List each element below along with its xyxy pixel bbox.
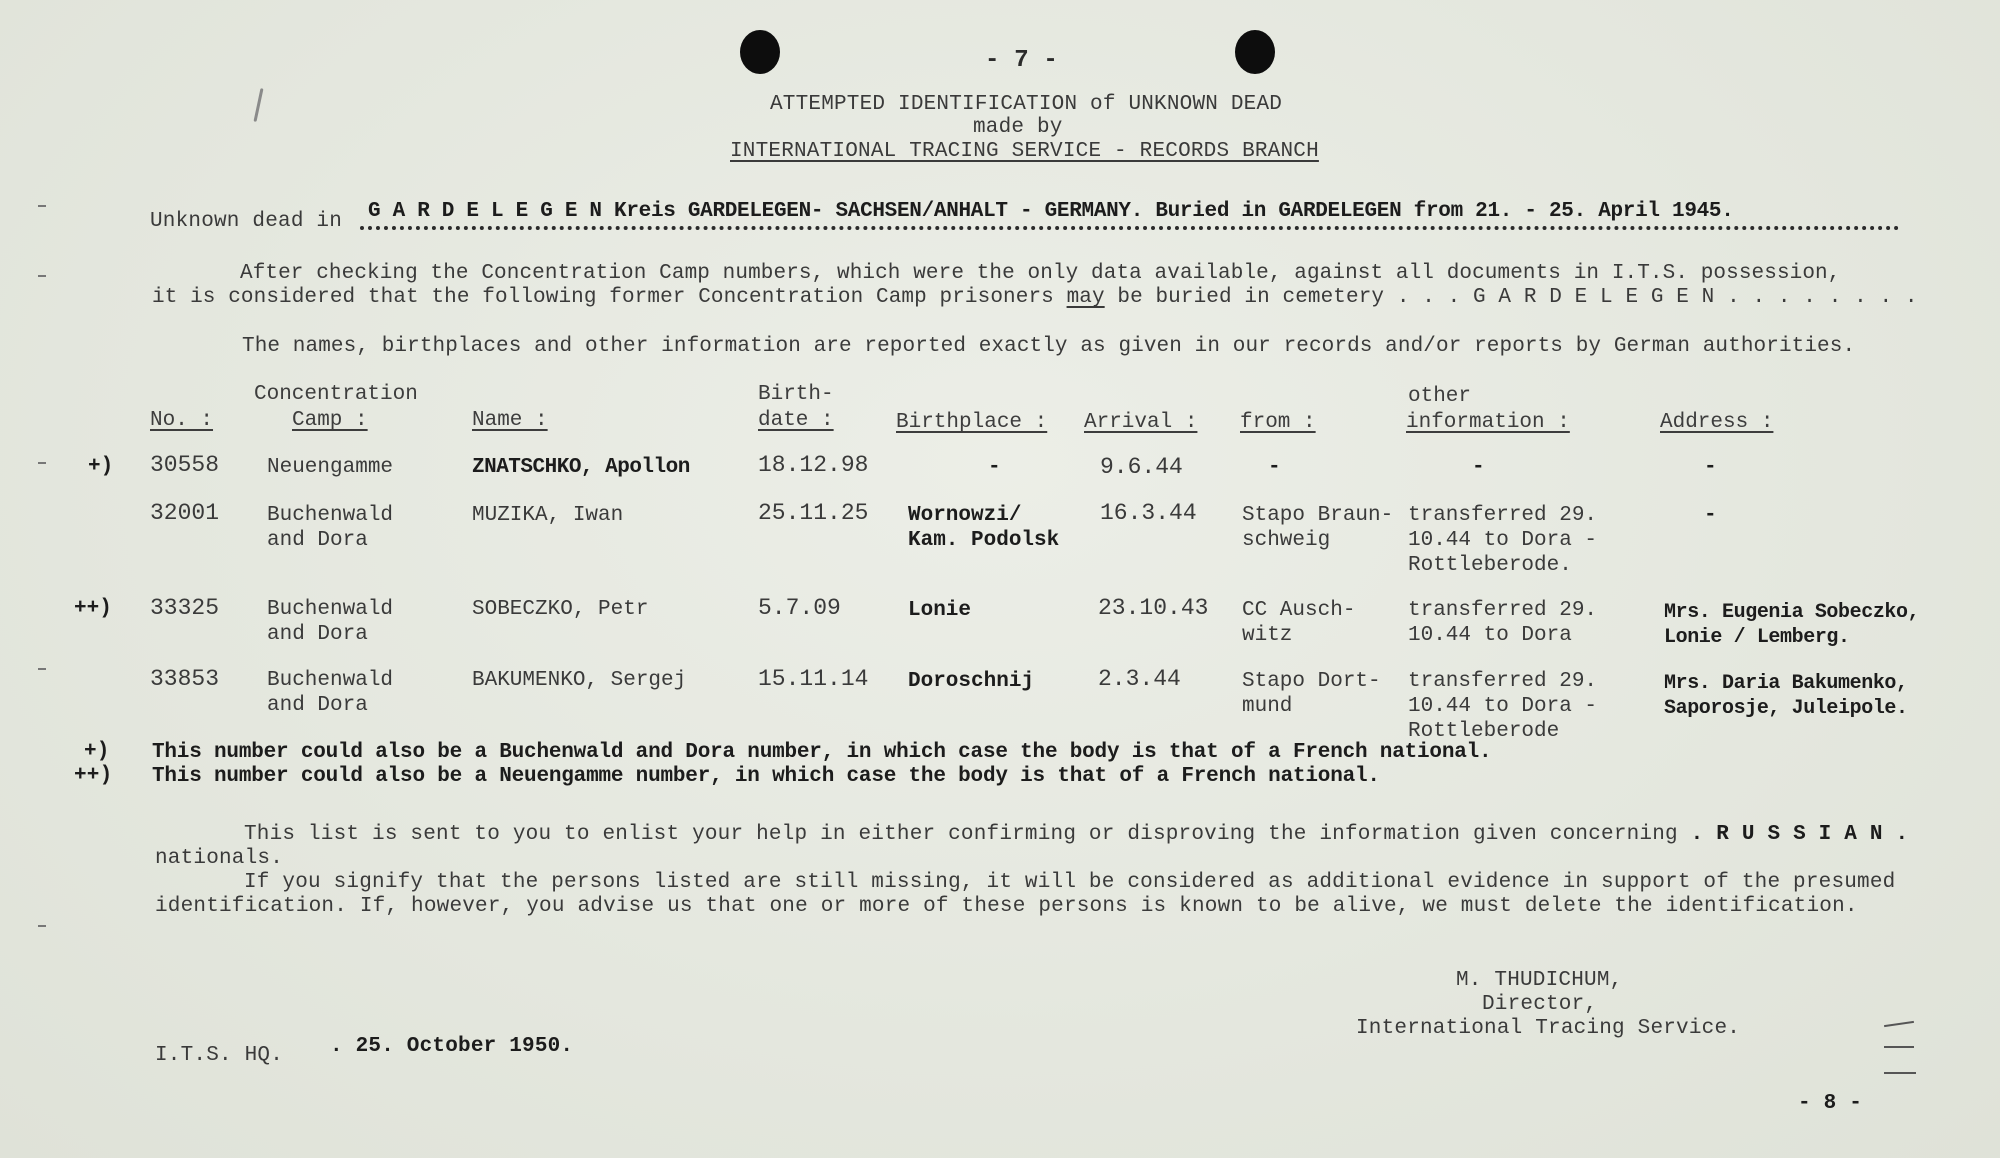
corner-mark — [1884, 1072, 1916, 1074]
footer-place: I.T.S. HQ. — [155, 1044, 284, 1067]
row-4-from: Stapo Dort- mund — [1242, 670, 1381, 718]
row-2-camp: Buchenwald and Dora — [267, 504, 394, 552]
row-3-no: 33325 — [150, 595, 220, 621]
header-birthdate-top: Birth- — [758, 383, 834, 406]
header-birthplace: Birthplace : — [896, 411, 1048, 434]
row-2-arrival: 16.3.44 — [1100, 500, 1197, 526]
margin-dash — [38, 205, 46, 207]
row-4-camp: Buchenwald and Dora — [267, 669, 394, 717]
row-3-name: SOBECZKO, Petr — [472, 598, 649, 621]
page-number-bottom: - 8 - — [1798, 1092, 1863, 1115]
header-from: from : — [1240, 411, 1316, 434]
corner-mark — [1884, 1021, 1914, 1027]
closing-nationality: . R U S S I A N . — [1690, 823, 1909, 846]
row-1-name: ZNATSCHKO, Apollon — [472, 456, 690, 479]
row-1-from: - — [1268, 456, 1281, 479]
row-3-other: transferred 29. 10.44 to Dora — [1408, 599, 1598, 647]
row-3-from: CC Ausch- witz — [1242, 599, 1356, 647]
row-1-address: - — [1704, 456, 1717, 479]
row-2-no: 32001 — [150, 500, 220, 526]
row-2-birthdate: 25.11.25 — [758, 500, 869, 526]
title-line-3: INTERNATIONAL TRACING SERVICE - RECORDS BRANCH — [730, 140, 1319, 163]
intro-line-2 — [152, 286, 1918, 309]
row-4-birthdate: 15.11.14 — [758, 666, 869, 692]
closing-para-1-line-2: nationals. — [155, 847, 284, 870]
row-1-no: 30558 — [150, 452, 220, 478]
row-1-birthplace: - — [988, 456, 1001, 479]
footnote-2-mark: ++) — [74, 764, 113, 787]
punch-hole-right — [1235, 30, 1275, 74]
row-4-address: Mrs. Daria Bakumenko, Saporosje, Juleipole. — [1664, 672, 1908, 720]
punch-hole-left — [740, 30, 780, 74]
title-line-1: ATTEMPTED IDENTIFICATION of UNKNOWN DEAD — [770, 93, 1283, 116]
closing-para-2-line-1: If you signify that the persons listed are still missing, it will be considered as additional evidence in support of the presumed — [244, 871, 1896, 894]
header-other-top: other — [1408, 385, 1472, 408]
closing-para-2-line-2: identification. If, however, you advise us that one or more of these persons is known to be alive, we must delete the identification. — [155, 895, 1858, 918]
dotted-fill-line — [360, 226, 1900, 230]
row-2-from: Stapo Braun- schweig — [1242, 504, 1394, 552]
corner-mark — [1884, 1046, 1914, 1048]
margin-dash — [38, 275, 46, 277]
row-4-other: transferred 29. 10.44 to Dora - Rottleberode — [1408, 670, 1598, 743]
intro-line-2-a: it is considered that the following former Concentration Camp prisoners — [152, 286, 1067, 309]
row-2-name: MUZIKA, Iwan — [472, 504, 624, 527]
header-birthdate: date : — [758, 409, 834, 432]
page-number-top: - 7 - — [985, 47, 1059, 74]
header-other: information : — [1406, 411, 1570, 434]
signature-org: International Tracing Service. — [1356, 1017, 1741, 1040]
footnote-1-mark: +) — [84, 740, 110, 763]
margin-dash — [38, 462, 46, 464]
intro-line-2-may: may — [1066, 286, 1105, 309]
intro-line-3: The names, birthplaces and other information are reported exactly as given in our records and/or reports by German authorities. — [242, 335, 1856, 358]
intro-line-1: After checking the Concentration Camp numbers, which were the only data available, against all documents in I.T.S. possession, — [240, 262, 1841, 285]
row-1-arrival: 9.6.44 — [1100, 454, 1183, 480]
footnote-2-text: This number could also be a Neuengamme number, in which case the body is that of a French national. — [152, 765, 1380, 788]
row-3-mark: ++) — [74, 597, 112, 620]
header-camp-top: Concentration — [254, 383, 418, 406]
row-3-birthplace: Lonie — [908, 599, 972, 622]
intro-line-2-b: be buried in cemetery . . . G A R D E L E G E N . . . . . . . . — [1104, 286, 1918, 309]
row-4-no: 33853 — [150, 666, 220, 692]
row-4-birthplace: Doroschnij — [908, 670, 1035, 693]
header-no: No. : — [150, 409, 214, 432]
row-3-arrival: 23.10.43 — [1098, 595, 1209, 621]
row-1-birthdate: 18.12.98 — [758, 452, 869, 478]
closing-para-1-line-1 — [244, 823, 1908, 846]
row-1-camp: Neuengamme — [267, 456, 394, 479]
margin-dash — [38, 668, 46, 670]
closing-para-1-text: This list is sent to you to enlist your help in either confirming or disproving the information given concerning — [244, 823, 1678, 846]
row-1-other: - — [1472, 456, 1485, 479]
row-3-address: Mrs. Eugenia Sobeczko, Lonie / Lemberg. — [1664, 601, 1920, 649]
row-2-other: transferred 29. 10.44 to Dora - Rottleberode. — [1408, 504, 1598, 577]
footer-date: . 25. October 1950. — [330, 1035, 574, 1058]
row-3-birthdate: 5.7.09 — [758, 595, 841, 621]
signature-name: M. THUDICHUM, — [1456, 969, 1623, 992]
footnote-1-text: This number could also be a Buchenwald and Dora number, in which case the body is that of a French national. — [152, 741, 1492, 764]
row-1-mark: +) — [88, 455, 114, 478]
header-arrival: Arrival : — [1084, 411, 1198, 434]
row-4-arrival: 2.3.44 — [1098, 666, 1181, 692]
row-2-birthplace: Wornowzi/ Kam. Podolsk — [908, 504, 1060, 552]
row-4-name: BAKUMENKO, Sergej — [472, 669, 687, 692]
header-address: Address : — [1660, 411, 1774, 434]
row-3-camp: Buchenwald and Dora — [267, 598, 394, 646]
title-line-2: made by — [973, 116, 1063, 139]
row-2-address: - — [1704, 504, 1717, 527]
header-camp: Camp : — [292, 409, 368, 432]
header-name: Name : — [472, 409, 548, 432]
pen-mark — [253, 88, 263, 122]
unknown-dead-location: G A R D E L E G E N Kreis GARDELEGEN- SACHSEN/ANHALT - GERMANY. Buried in GARDELEGEN from 21. - 25. April 1945. — [368, 200, 1734, 223]
unknown-dead-label: Unknown dead in — [150, 210, 343, 233]
margin-dash — [38, 925, 46, 927]
signature-title: Director, — [1482, 993, 1598, 1016]
